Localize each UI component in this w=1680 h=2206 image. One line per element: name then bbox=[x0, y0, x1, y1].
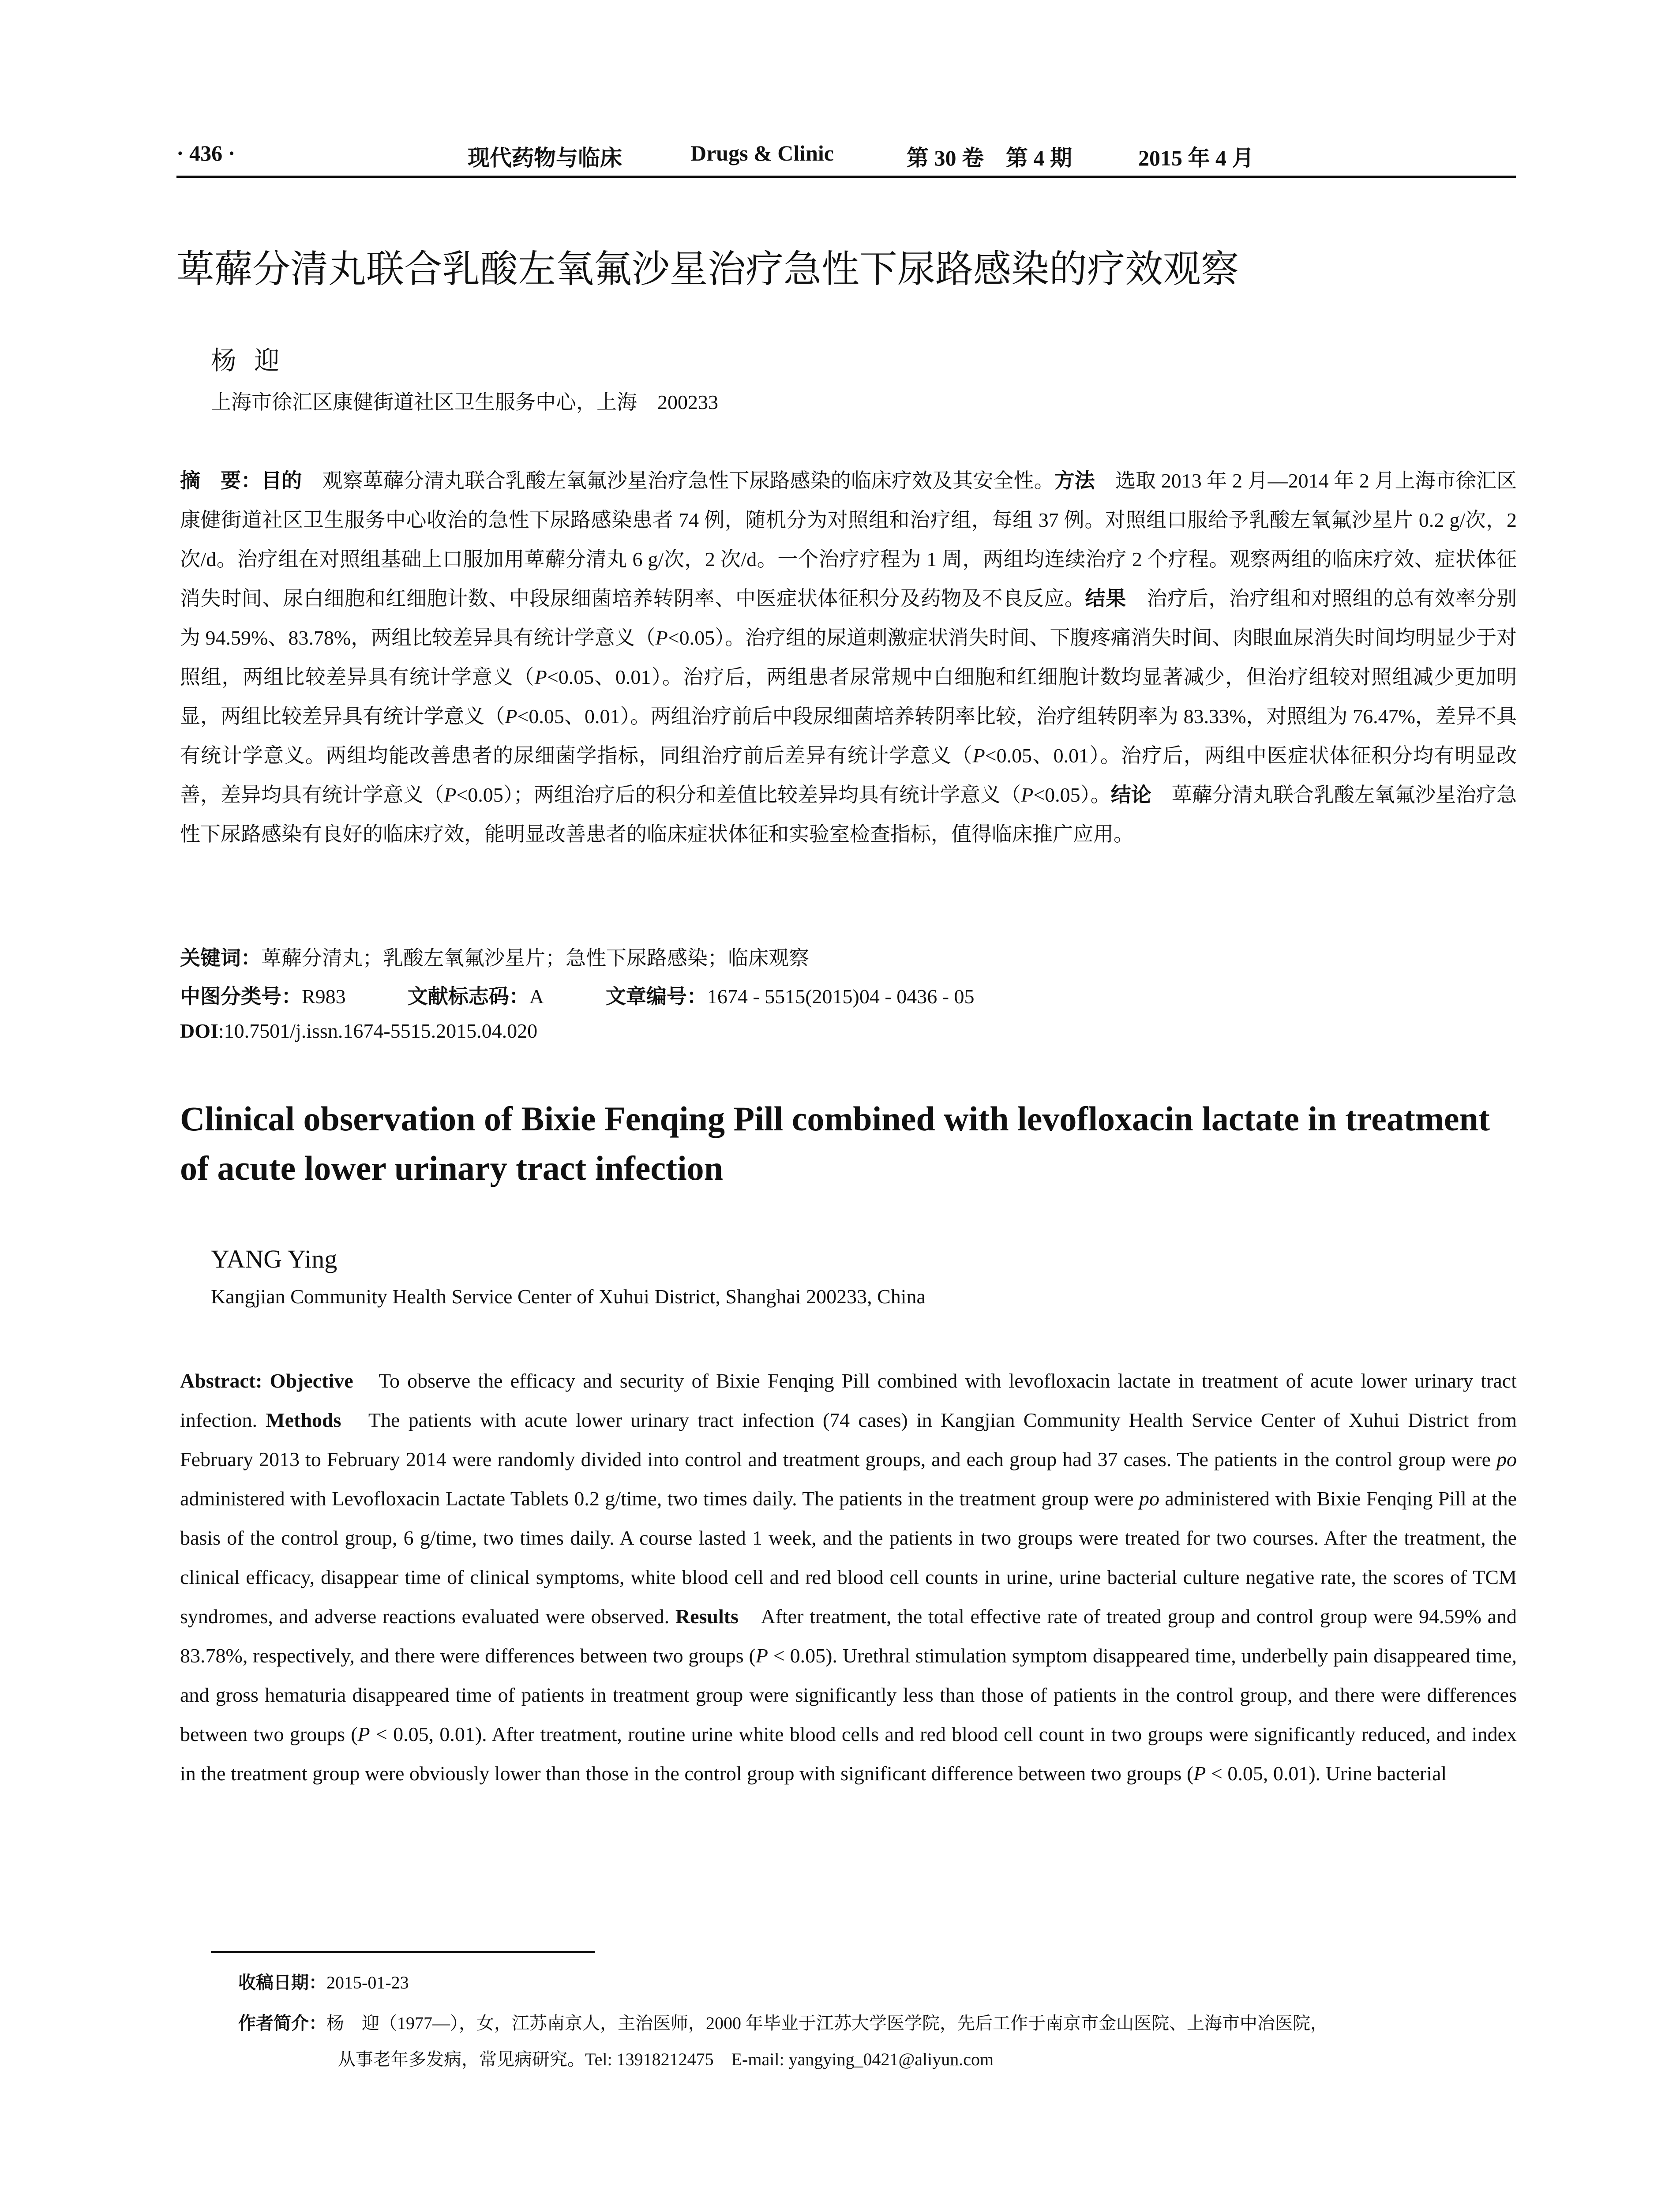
bio-label: 作者简介： bbox=[238, 2013, 326, 2033]
doc-code-label: 文献标志码： bbox=[407, 984, 529, 1008]
po-abbrev: po bbox=[1496, 1448, 1517, 1471]
objective-text-cn: 观察萆薢分清丸联合乳酸左氧氟沙星治疗急性下尿路感染的临床疗效及其安全性。 bbox=[302, 469, 1054, 492]
paper-title-cn: 萆薢分清丸联合乳酸左氧氟沙星治疗急性下尿路感染的疗效观察 bbox=[176, 247, 1239, 291]
author-cn: 杨迎 bbox=[211, 345, 298, 375]
objective-label-cn: 目的 bbox=[261, 469, 302, 492]
results-text-en: < 0.05, 0.01). Urine bacterial bbox=[1206, 1762, 1447, 1785]
p-symbol: P bbox=[505, 705, 518, 728]
results-text-cn: <0.05）；两组治疗后的积分和差值比较差异均具有统计学意义（ bbox=[456, 784, 1021, 806]
affiliation-en: Kangjian Community Health Service Center of Xuhui District, Shanghai 200233, China bbox=[211, 1285, 926, 1308]
journal-date: 2015 年 4 月 bbox=[1138, 146, 1254, 170]
results-text-en: < 0.05, 0.01). After treatment, routine urine white blood cells and red blood cell count in two groups were significantly reduced, and index in the treatment group were obviously lower than those in the control group with significant difference between two groups ( bbox=[180, 1723, 1517, 1785]
journal-name-cn: 现代药物与临床 bbox=[468, 145, 622, 171]
po-abbrev: po bbox=[1139, 1487, 1160, 1510]
p-symbol: P bbox=[1021, 784, 1034, 806]
classification-line bbox=[180, 980, 975, 1009]
p-symbol: P bbox=[755, 1644, 768, 1667]
results-text-cn: <0.05）。治疗组的尿道刺激症状消失时间、下腹疼痛消失时间、肉眼血尿消失时间均明显少于对照组，两组比较差异具有统计学意义（ bbox=[180, 627, 1517, 688]
doi-label: DOI bbox=[180, 1020, 218, 1042]
running-header bbox=[176, 140, 1516, 178]
results-text-cn: <0.05、0.01）。治疗后，两组患者尿常规中白细胞和红细胞计数均显著减少，但治疗组较对照组减少更加明显，两组比较差异具有统计学意义（ bbox=[180, 666, 1517, 728]
footnote-divider bbox=[211, 1951, 595, 1953]
methods-label-cn: 方法 bbox=[1054, 469, 1095, 492]
results-text-en: < 0.05). Urethral stimulation symptom disappeared time, underbelly pain disappeared time, and gross hematuria disappeared time of patients in treatment group were significantly less than those of patients in the control group, and there were differences between two groups ( bbox=[180, 1644, 1517, 1745]
results-label-en: Results bbox=[675, 1605, 739, 1628]
received-label: 收稿日期： bbox=[238, 1973, 326, 1993]
abstract-label-en: Abstract: Objective bbox=[180, 1369, 353, 1392]
affiliation-cn: 上海市徐汇区康健街道社区卫生服务中心，上海 200233 bbox=[211, 391, 718, 413]
abstract-en bbox=[180, 1361, 1517, 1793]
conclusion-label-cn: 结论 bbox=[1110, 783, 1151, 807]
keywords-cn bbox=[180, 942, 809, 971]
methods-text-en: administered with Bixie Fenqing Pill at the basis of the control group, 6 g/time, two times daily. A course lasted 1 week, and the patients in two groups were treated for two courses. After the treatment, the clinical efficacy, disappear time of clinical symptoms, white blood cell and red blood cell counts in urine, urine bacterial culture negative rate, the scores of TCM syndromes, and adverse reactions evaluated were observed. bbox=[180, 1487, 1517, 1628]
received-date bbox=[238, 1969, 409, 1994]
p-symbol: P bbox=[1193, 1762, 1206, 1785]
results-text-cn: 治疗后，治疗组和对照组的总有效率分别为 94.59%、83.78%，两组比较差异具有统计学意义（ bbox=[180, 587, 1517, 649]
abstract-cn bbox=[180, 461, 1517, 854]
keywords-label: 关键词： bbox=[180, 946, 261, 970]
article-no-label: 文章编号： bbox=[605, 984, 707, 1008]
p-symbol: P bbox=[357, 1723, 370, 1745]
results-text-cn: <0.05、0.01）。治疗后，两组中医症状体征积分均有明显改善，差异均具有统计学意义（ bbox=[180, 744, 1517, 806]
results-text-cn: <0.05）。 bbox=[1033, 784, 1111, 806]
author-bio bbox=[238, 2005, 1518, 2078]
keywords-text: 萆薢分清丸；乳酸左氧氟沙星片；急性下尿路感染；临床观察 bbox=[261, 947, 809, 969]
doi-line bbox=[180, 1019, 537, 1043]
journal-name-en: Drugs & Clinic bbox=[690, 141, 834, 165]
paper-title-en: Clinical observation of Bixie Fenqing Pill combined with levofloxacin lactate in treatment of acute lower urinary tract infection bbox=[180, 1099, 1490, 1187]
clc-value: R983 bbox=[302, 985, 346, 1008]
methods-text-cn: 选取 2013 年 2 月—2014 年 2 月上海市徐汇区康健街道社区卫生服务中心收治的急性下尿路感染患者 74 例，随机分为对照组和治疗组，每组 37 例。对照组口服给予乳酸左氧氟沙星片 0.2 g/次，2 次/d。治疗组在对照组基础上口服加用萆薢分清丸 6 g/次，2 次/d。一个治疗疗程为 1 周，两组均连续治疗 2 个疗程。观察两组的临床疗效、症状体征消失时间、尿白细胞和红细胞计数、中段尿细菌培养转阴率、中医症状体征积分及药物及不良反应。 bbox=[180, 469, 1517, 610]
doc-code-value: A bbox=[529, 985, 544, 1008]
p-symbol: P bbox=[972, 744, 985, 767]
results-text-cn: <0.05、0.01）。两组治疗前后中段尿细菌培养转阴率比较，治疗组转阴率为 83.33%，对照组为 76.47%，差异不具有统计学意义。两组均能改善患者的尿细菌学指标，同组治疗前后差异有统计学意义（ bbox=[180, 705, 1517, 767]
conclusion-text-cn: 萆薢分清丸联合乳酸左氧氟沙星治疗急性下尿路感染有良好的临床疗效，能明显改善患者的临床症状体征和实验室检查指标，值得临床推广应用。 bbox=[180, 784, 1517, 845]
article-no-value: 1674 - 5515(2015)04 - 0436 - 05 bbox=[707, 985, 975, 1008]
doi-value: :10.7501/j.issn.1674-5515.2015.04.020 bbox=[218, 1020, 538, 1042]
clc-label: 中图分类号： bbox=[180, 984, 302, 1008]
bio-text-continued: 从事老年多发病，常见病研究。Tel: 13918212475 E-mail: yangying_0421@aliyun.com bbox=[338, 2049, 994, 2069]
results-label-cn: 结果 bbox=[1085, 586, 1126, 610]
p-symbol: P bbox=[534, 666, 547, 688]
abstract-label-cn: 摘 要： bbox=[180, 469, 262, 492]
journal-volume: 第 30 卷 第 4 期 bbox=[907, 146, 1072, 170]
methods-text-en: administered with Levofloxacin Lactate Tablets 0.2 g/time, two times daily. The patients in the treatment group were bbox=[180, 1487, 1140, 1510]
objective-text-en: To observe the efficacy and security of Bixie Fenqing Pill combined with levofloxacin lactate in treatment of acute lower urinary tract infection. bbox=[180, 1369, 1517, 1431]
author-en: YANG Ying bbox=[211, 1245, 338, 1273]
methods-label-en: Methods bbox=[266, 1409, 341, 1431]
bio-text: 杨 迎（1977—），女，江苏南京人，主治医师，2000 年毕业于江苏大学医学院，先后工作于南京市金山医院、上海市中冶医院， bbox=[326, 2013, 1328, 2033]
received-value: 2015-01-23 bbox=[326, 1973, 409, 1992]
p-symbol: P bbox=[655, 627, 668, 649]
methods-text-en: The patients with acute lower urinary tract infection (74 cases) in Kangjian Community Health Service Center of Xuhui District from February 2013 to February 2014 were randomly divided into control and treatment groups, and each group had 37 cases. The patients in the control group were bbox=[180, 1409, 1517, 1471]
results-text-en: After treatment, the total effective rate of treated group and control group were 94.59% and 83.78%, respectively, and there were differences between two groups ( bbox=[180, 1605, 1517, 1667]
p-symbol: P bbox=[444, 784, 457, 806]
page-number: · 436 · bbox=[176, 141, 236, 165]
